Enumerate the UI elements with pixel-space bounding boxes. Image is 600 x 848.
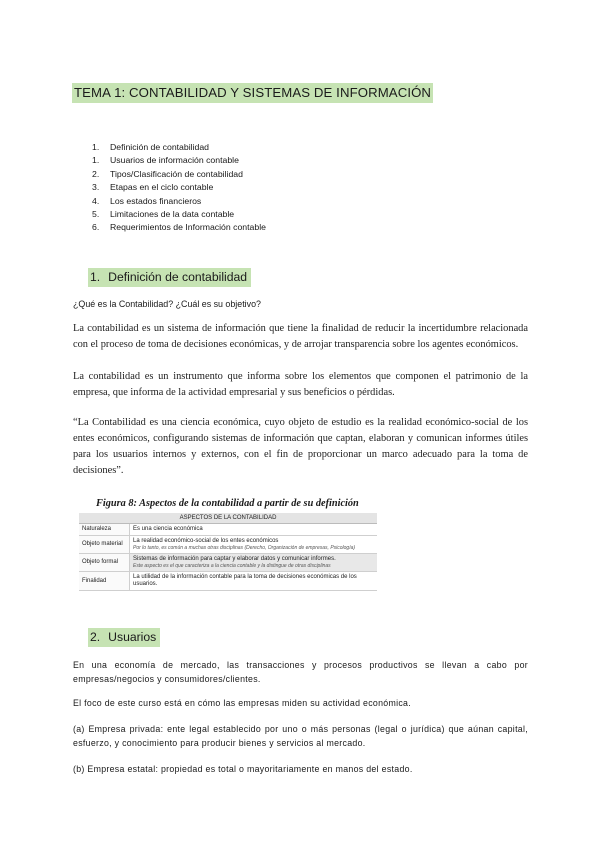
toc-label: Tipos/Clasificación de contabilidad [110, 168, 243, 179]
figure-caption: Figura 8: Aspectos de la contabilidad a partir de su definición [96, 498, 359, 509]
table-cell-value [130, 554, 378, 572]
section-heading-usuarios [88, 628, 160, 647]
section-heading-highlight [88, 628, 160, 647]
toc-label: Usuarios de información contable [110, 155, 239, 166]
toc-item [92, 141, 266, 154]
paragraph: La contabilidad es un instrumento que informa sobre los elementos que componen el patrimonio de la empresa, que informa de la actividad empresarial y sus beneficios o pérdidas. [73, 371, 528, 398]
table-row [79, 572, 377, 591]
table-cell-value [130, 572, 378, 591]
toc-label: Requerimientos de Información contable [110, 222, 266, 233]
table-cell-note: Por lo tanto, es común a muchas otras disciplinas (Derecho, Organización de empresas, Psicología) [133, 545, 356, 551]
table-cell-text: Sistemas de información para captar y elaborar datos y comunicar informes. [133, 556, 336, 562]
toc-item [92, 154, 266, 167]
table-cell-value [130, 536, 378, 554]
toc-label: Los estados financieros [110, 195, 202, 206]
definition-aspects-table [79, 513, 377, 591]
toc-item [92, 208, 266, 221]
paragraph: (a) Empresa privada: ente legal establecido por uno o más personas (legal o jurídica) que aúnan capital, esfuerzo, y conocimiento para producir bienes y servicios al mercado. [73, 724, 528, 749]
table-row [79, 554, 377, 572]
toc-number: 2. [92, 168, 100, 179]
table-cell-key: Objeto material [79, 536, 130, 554]
toc-item [92, 168, 266, 181]
toc-number: 4. [92, 195, 100, 206]
section-heading-definicion [88, 268, 251, 287]
toc-number: 5. [92, 208, 100, 219]
paragraph: “La Contabilidad es una ciencia económica, cuyo objeto de estudio es la realidad económico-social de los entes económicos, configurando sistemas de información que captan, elaboran y comunican informes útiles para los usuarios internos y externos, con el fin de proporcionar un marco adecuado para la toma de decisiones”. [73, 417, 528, 476]
section-title: Definición de contabilidad [108, 270, 248, 284]
table-cell-text: La realidad económico-social de los entes económicos [133, 538, 279, 544]
table-of-contents [92, 141, 266, 235]
paragraph: El foco de este curso está en cómo las empresas miden su actividad económica. [73, 698, 411, 708]
toc-number: 1. [92, 142, 100, 152]
table-cell-key: Naturaleza [79, 524, 130, 536]
table-cell-key: Objeto formal [79, 554, 130, 572]
section-heading-highlight [88, 268, 251, 287]
toc-number: 6. [92, 222, 100, 233]
toc-number: 3. [92, 182, 100, 193]
paragraph: En una economía de mercado, las transacciones y procesos productivos se llevan a cabo por empresas/negocios y consumidores/clientes. [73, 660, 528, 685]
table-cell-value [130, 524, 378, 536]
section-number: 2. [90, 630, 101, 644]
section-number: 1. [90, 270, 101, 284]
toc-item [92, 181, 266, 194]
toc-label: Etapas en el ciclo contable [110, 182, 214, 193]
toc-label: Definición de contabilidad [110, 142, 210, 152]
section-title: Usuarios [108, 630, 157, 644]
paragraph: La contabilidad es un sistema de información que tiene la finalidad de reducir la incertidumbre relacionada con el proceso de toma de decisiones económicas, y de arrojar transparencia sobre los agentes económicos. [73, 323, 528, 350]
toc-number: 1. [92, 155, 100, 166]
document-title: TEMA 1: CONTABILIDAD Y SISTEMAS DE INFORMACIÓN [72, 83, 433, 103]
table-row [79, 536, 377, 554]
section-question: ¿Qué es la Contabilidad? ¿Cuál es su objetivo? [73, 299, 261, 309]
table-cell-text: Es una ciencia económica [133, 526, 203, 532]
document-title-block [72, 84, 433, 102]
table-row [79, 524, 377, 536]
toc-item [92, 195, 266, 208]
toc-item [92, 221, 266, 234]
table-cell-key: Finalidad [79, 572, 130, 591]
toc-label: Limitaciones de la data contable [110, 208, 235, 219]
table-cell-text: La utilidad de la información contable para la toma de decisiones económicas de los usuarios. [133, 574, 357, 587]
paragraph: (b) Empresa estatal: propiedad es total o mayoritariamente en manos del estado. [73, 764, 413, 774]
table-cell-note: Este aspecto es el que caracteriza a la ciencia contable y la distingue de otras disciplinas [133, 563, 331, 569]
table-header: ASPECTOS DE LA CONTABILIDAD [79, 513, 377, 524]
